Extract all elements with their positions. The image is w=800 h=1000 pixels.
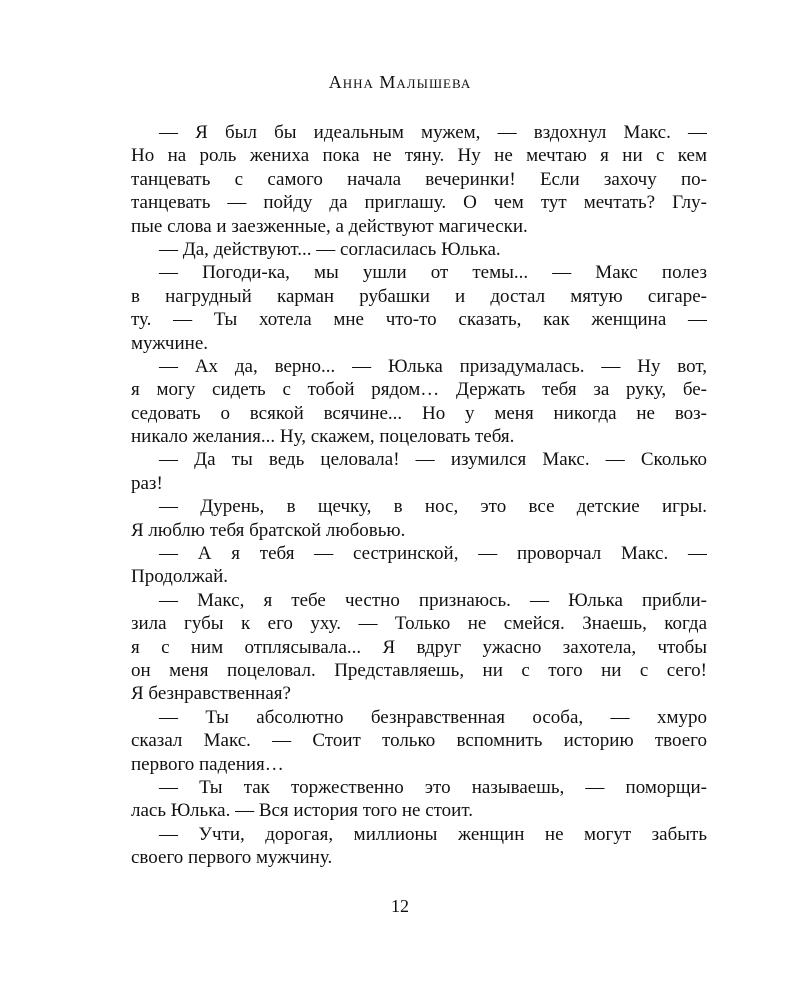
- text-line: — Дурень, в щечку, в нос, это все детские игры.: [159, 496, 707, 518]
- text-line: сказал Макс. — Стоит только вспомнить историю твоего: [131, 730, 707, 752]
- text-line: Я безнравственная?: [131, 683, 291, 705]
- text-line: первого падения…: [131, 753, 284, 775]
- page-number: 12: [391, 896, 409, 916]
- text-line: мужчине.: [131, 332, 209, 354]
- text-line: — Ты так торжественно это называешь, — поморщи-: [159, 776, 707, 798]
- text-line: — Я был бы идеальным мужем, — вздохнул Макс. —: [159, 122, 707, 143]
- running-header: Анна Малышева: [328, 72, 472, 92]
- text-line: Я люблю тебя братской любовью.: [131, 519, 406, 541]
- text-line: лась Юлька. — Вся история того не стоит.: [131, 800, 473, 822]
- text-line: пые слова и заезженные, а действуют магически.: [131, 215, 528, 237]
- text-line: зила губы к его уху. — Только не смейся. Знаешь, когда: [131, 613, 707, 635]
- text-line: танцевать — пойду да приглашу. О чем тут мечтать? Глу-: [131, 192, 707, 214]
- text-line: своего первого мужчину.: [131, 847, 333, 869]
- text-line: седовать о всякой всячине... Но у меня никогда не воз-: [131, 402, 707, 424]
- page-body-text: [131, 121, 707, 870]
- text-line: ту. — Ты хотела мне что-то сказать, как женщина —: [131, 309, 707, 331]
- text-line: танцевать с самого начала вечеринки! Если захочу по-: [131, 168, 707, 190]
- text-line: — Погоди-ка, мы ушли от темы... — Макс полез: [159, 262, 707, 284]
- text-line: никало желания... Ну, скажем, поцеловать тебя.: [131, 426, 515, 448]
- text-line: — Учти, дорогая, миллионы женщин не могут забыть: [159, 823, 707, 845]
- text-line: — Макс, я тебе честно признаюсь. — Юлька прибли-: [159, 589, 707, 611]
- text-line: Продолжай.: [131, 566, 229, 588]
- text-line: — Ах да, верно... — Юлька призадумалась. — Ну вот,: [159, 355, 707, 377]
- text-line: Но на роль жениха пока не тяну. Ну не мечтаю я ни с кем: [131, 145, 707, 167]
- text-line: — Да ты ведь целовала! — изумился Макс. — Сколько: [159, 449, 707, 471]
- text-line: — Ты абсолютно безнравственная особа, — хмуро: [159, 706, 707, 728]
- text-line: я с ним отплясывала... Я вдруг ужасно захотела, чтобы: [131, 636, 707, 658]
- text-line: он меня поцеловал. Представляешь, ни с того ни с сего!: [131, 659, 707, 681]
- text-line: я могу сидеть с тобой рядом… Держать тебя за руку, бе-: [131, 379, 707, 401]
- text-line: — А я тебя — сестринской, — проворчал Макс. —: [159, 543, 707, 565]
- text-line: — Да, действуют... — согласилась Юлька.: [159, 238, 501, 260]
- text-line: раз!: [131, 472, 163, 494]
- text-line: в нагрудный карман рубашки и достал мятую сигаре-: [131, 285, 707, 307]
